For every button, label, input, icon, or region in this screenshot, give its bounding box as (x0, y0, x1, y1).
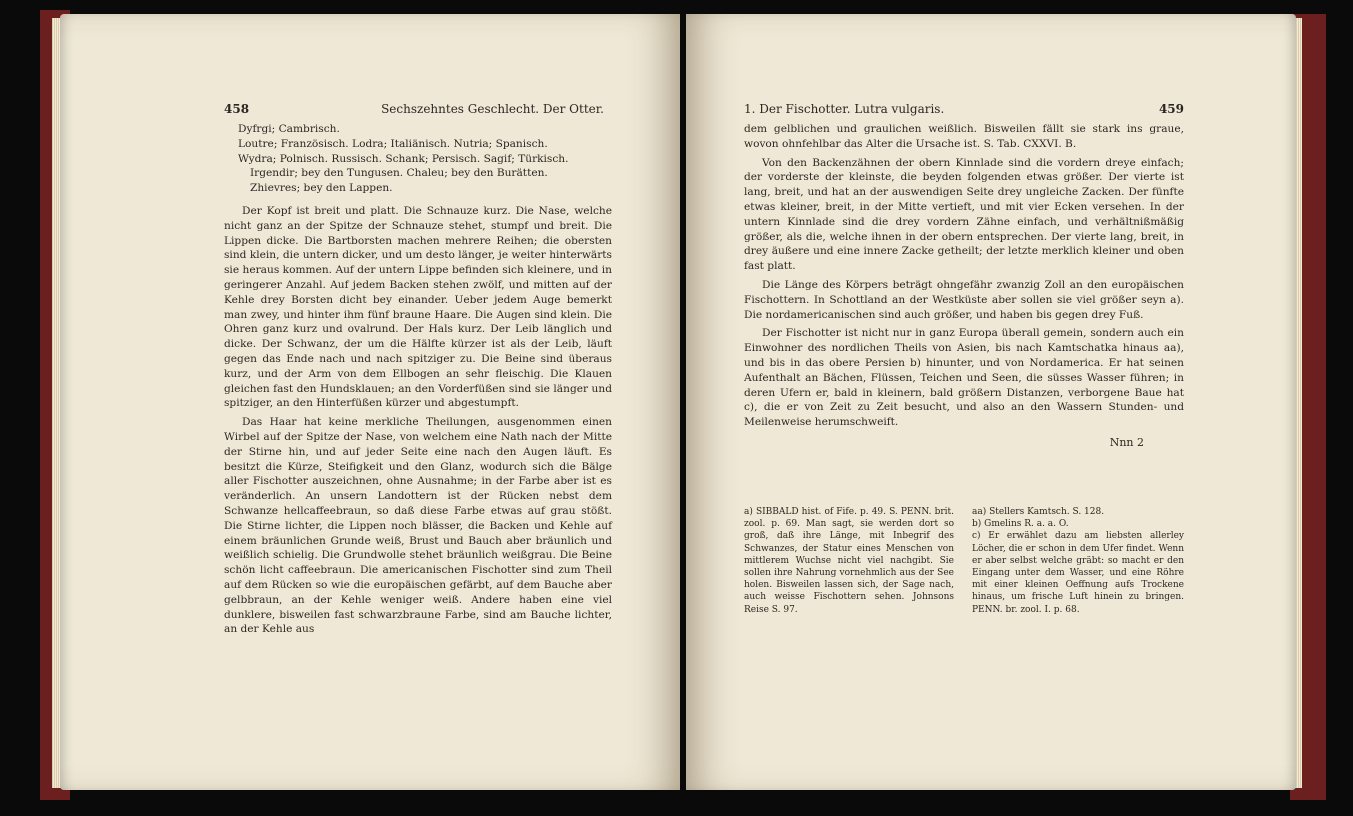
paragraph: Der Fischotter ist nicht nur in ganz Europa überall gemein, sondern auch ein Einwohner des nordlichen Theils von Asien, bis nach Kamtschatka hinaus aa), und bis in das obere Persien b) hinunter, und von Nordamerica. Er hat seinen Aufenthalt an Bächen, Flüssen, Teichen und Seen, die süsses Wasser führen; in deren Ufern er, bald in kleinern, bald größern Distanzen, verborgene Baue hat c), die er von Zeit zu Zeit besucht, und also an den Wassern Stunden- und Meilenweise herumschweift. (744, 327, 1184, 429)
left-body-text (224, 122, 612, 637)
paragraph: Die Länge des Körpers beträgt ohngefähr zwanzig Zoll an den europäischen Fischottern. In Schottland an der Westküste aber sollen sie viel größer seyn a). Die nordamericanischen sind auch größer, und haben bis gegen drey Fuß. (744, 278, 1184, 321)
left-page-number: 458 (224, 102, 250, 116)
paragraph: Von den Backenzähnen der obern Kinnlade sind die vordern dreye einfach; der vorderste der kleinste, die beyden folgenden etwas größer. Der vierte ist lang, breit, und hat an der auswendigen Seite drey ungleiche Zacken. Der fünfte etwas kleiner, breit, in der Mitte vertieft, und mit vier Ecken versehen. In der untern Kinnlade sind die drey vordern Zähne einfach, und verhältnißmäßig größer, als die, welche ihnen in der obern entsprechen. Der vierte lang, breit, in drey äußere und eine innere Zacke getheilt; der letzte merklich kleiner und oben fast platt. (744, 156, 1184, 273)
name-line: Loutre; Französisch. Lodra; Italiänisch. Nutria; Spanisch. (238, 137, 548, 150)
footnote: aa) Stellers Kamtsch. S. 128. (972, 507, 1105, 517)
signature-mark: Nnn 2 (1109, 435, 1144, 449)
footnote: c) Er erwählet dazu am liebsten allerley Löcher, die er schon in dem Ufer findet. Wenn er aber selbst welche gräbt: so macht er den Eingang unter dem Wasser, und eine Röhre mit einer kleinen Oeffnung aufs Trockene hinaus, um frische Luft hinein zu bringen. PENN. br. zool. I. p. 68. (972, 531, 1184, 615)
name-line: Dyfrgi; Cambrisch. (238, 123, 340, 135)
footnotes-column-right (972, 506, 1184, 616)
footnote: b) Gmelins R. a. a. O. (972, 519, 1069, 530)
left-head-title: Sechszehntes Geschlecht. Der Otter. (381, 102, 604, 116)
name-line: Irgendir; bey den Tungusen. Chaleu; bey den Burätten. (250, 167, 548, 180)
name-line: Zhievres; bey den Lappen. (250, 182, 393, 195)
footnote: a) SIBBALD hist. of Fife. p. 49. S. PENN. brit. zool. p. 69. Man sagt, sie werden dort so groß, daß ihre Länge, mit Inbegrif des Schwanzes, der Statur eines Menschen von mittlerem Wuchse nicht viel nachgibt. Sie sollen ihre Nahrung vornehmlich aus der See holen. Bisweilen lassen sich, der Sage nach, auch weisse Fischottern sehen. Johnsons Reise S. 97. (744, 507, 954, 615)
left-running-head (224, 102, 604, 116)
right-page-number: 459 (1158, 102, 1184, 116)
paragraph: Der Kopf ist breit und platt. Die Schnauze kurz. Die Nase, welche nicht ganz an der Spitze der Schnauze stehet, stumpf und breit. Die Lippen dicke. Die Bartborsten machen mehrere Reihen; die obersten sind klein, die untern dicker, und um desto länger, je weiter hinterwärts sie heraus kommen. Auf der untern Lippe befinden sich kleinere, und in geringerer Anzahl. Auf jedem Backen stehen zwölf, und mitten auf der Kehle drey Borsten dicht bey einander. Ueber jedem Auge bemerkt man zwey, und hinter ihm fünf braune Haare. Die Augen sind klein. Die Ohren ganz kurz und ovalrund. Der Hals kurz. Der Leib länglich und dicke. Der Schwanz, der um die Hälfte kürzer ist als der Leib, läuft gegen das Ende nach und nach spitziger zu. Die Beine sind überaus kurz, und der Arm von dem Ellbogen an sehr fleischig. Die Klauen gleichen fast den Hundsklauen; an den Vorderfüßen sind sie länger und spitziger, an den Hinterfüßen kürzer und abgestumpft. (224, 204, 612, 410)
paragraph: Das Haar hat keine merkliche Theilungen, ausgenommen einen Wirbel auf der Spitze der Nase, von welchem eine Nath nach der Mitte der Stirne hin, und auf jeder Seite eine nach den Augen läuft. Es besitzt die Kürze, Steifigkeit und den Glanz, wodurch sich die Bälge aller Fischotter auszeichnen, ohne Ausnahme; in der Farbe aber ist es veränderlich. An unsern Landottern ist der Rücken nebst dem Schwanze hellcaffeebraun, so daß diese Farbe etwas auf grau stößt. Die Stirne lichter, die Lippen noch blässer, die Backen und Kehle auf einem bräunlichen Grunde weiß, Brust und Bauch aber bräunlich und weißlich schielig. Die Grundwolle stehet bräunlich weißgrau. Die Beine schön licht caffeebraun. Die americanischen Fischotter sind zum Theil auf dem Rücken so wie die europäischen gefärbt, auf dem Bauche aber gelbbraun, an der Kehle weniger weiß. Andere haben eine viel dunklere, bisweilen fast schwarzbraune Farbe, sind am Bauche lichter, an der Kehle aus (224, 416, 612, 636)
right-head-title: 1. Der Fischotter. Lutra vulgaris. (744, 102, 945, 116)
name-line: Wydra; Polnisch. Russisch. Schank; Persisch. Sagif; Türkisch. (238, 152, 569, 165)
right-page (686, 14, 1296, 790)
right-body-text (744, 122, 1184, 455)
footnotes-column-left (744, 506, 954, 616)
left-page (60, 14, 680, 790)
paragraph: dem gelblichen und graulichen weißlich. Bisweilen fällt sie stark ins graue, wovon ohnfehlbar das Alter die Ursache ist. S. Tab. CXXVI. B. (744, 123, 1184, 150)
right-running-head (744, 102, 1184, 116)
